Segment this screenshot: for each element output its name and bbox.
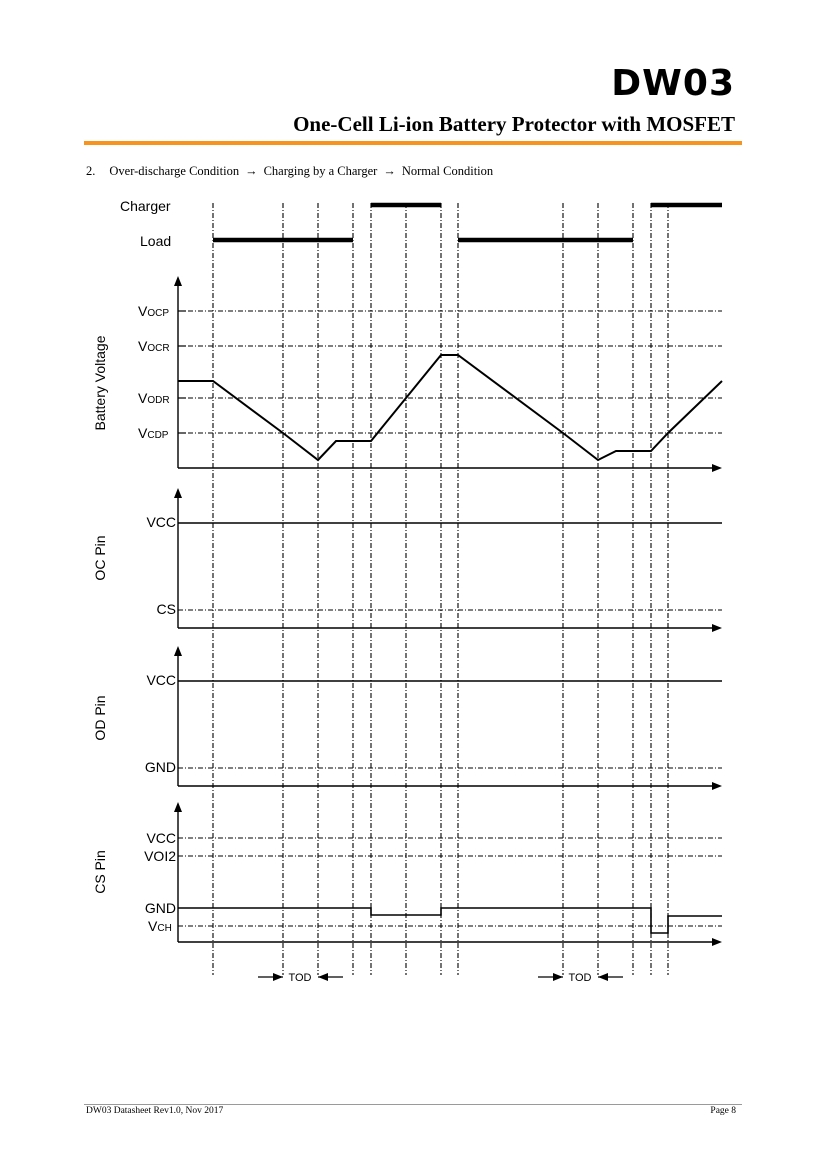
od-y-axis-arrow <box>174 646 182 656</box>
tod-marker-2 <box>538 972 623 984</box>
charger-label: Charger <box>120 198 171 214</box>
cs-pin-axis-title: CS Pin <box>92 850 108 894</box>
vodr-level-label: VODR <box>138 390 170 406</box>
document-title: DW03 <box>611 63 735 104</box>
cs-vch-label: VCH <box>148 918 172 934</box>
section-step-2: Charging by a Charger <box>263 164 378 178</box>
cs-y-axis-arrow <box>174 802 182 812</box>
vertical-guide-lines <box>213 203 668 975</box>
footer-document-info: DW03 Datasheet Rev1.0, Nov 2017 <box>86 1106 224 1116</box>
footer-page-number: Page 8 <box>710 1106 736 1116</box>
tod-label-2: TOD <box>568 972 592 984</box>
arrow-right-icon: → <box>383 164 396 178</box>
arrow-right-icon: → <box>245 164 258 178</box>
section-step-3: Normal Condition <box>401 164 494 178</box>
oc-x-axis-arrow <box>712 624 722 632</box>
battery-voltage-axis-title: Battery Voltage <box>92 335 108 431</box>
cs-voi2-label: VOI2 <box>144 848 176 864</box>
oc-pin-axis-title: OC Pin <box>92 535 108 581</box>
oc-cs-label: CS <box>156 601 176 617</box>
battery-y-axis-arrow <box>174 276 182 286</box>
od-pin-axis-title: OD Pin <box>92 695 108 741</box>
battery-voltage-trace <box>178 355 722 460</box>
panel-axes <box>174 276 722 946</box>
document-subtitle: One-Cell Li-ion Battery Protector with MOSFET <box>293 112 735 136</box>
cs-pin-trace <box>178 908 722 933</box>
section-number: 2. <box>86 164 96 178</box>
od-x-axis-arrow <box>712 782 722 790</box>
oc-vcc-label: VCC <box>146 514 176 530</box>
cs-vcc-label: VCC <box>146 830 176 846</box>
cs-gnd-label: GND <box>144 900 176 916</box>
oc-y-axis-arrow <box>174 488 182 498</box>
od-vcc-label: VCC <box>146 672 176 688</box>
section-step-1: Over-discharge Condition <box>109 164 240 178</box>
vcdp-level-label: VCDP <box>138 425 169 441</box>
od-gnd-label: GND <box>144 759 176 775</box>
level-reference-lines <box>178 311 722 926</box>
tod-marker-1 <box>258 972 343 984</box>
battery-x-axis-arrow <box>712 464 722 472</box>
load-label: Load <box>140 233 172 249</box>
signal-traces <box>178 205 722 933</box>
vocp-level-label: VOCP <box>138 303 170 319</box>
footer-rule <box>84 1104 742 1105</box>
tod-label-1: TOD <box>288 972 312 984</box>
cs-x-axis-arrow <box>712 938 722 946</box>
vocr-level-label: VOCR <box>138 338 170 354</box>
